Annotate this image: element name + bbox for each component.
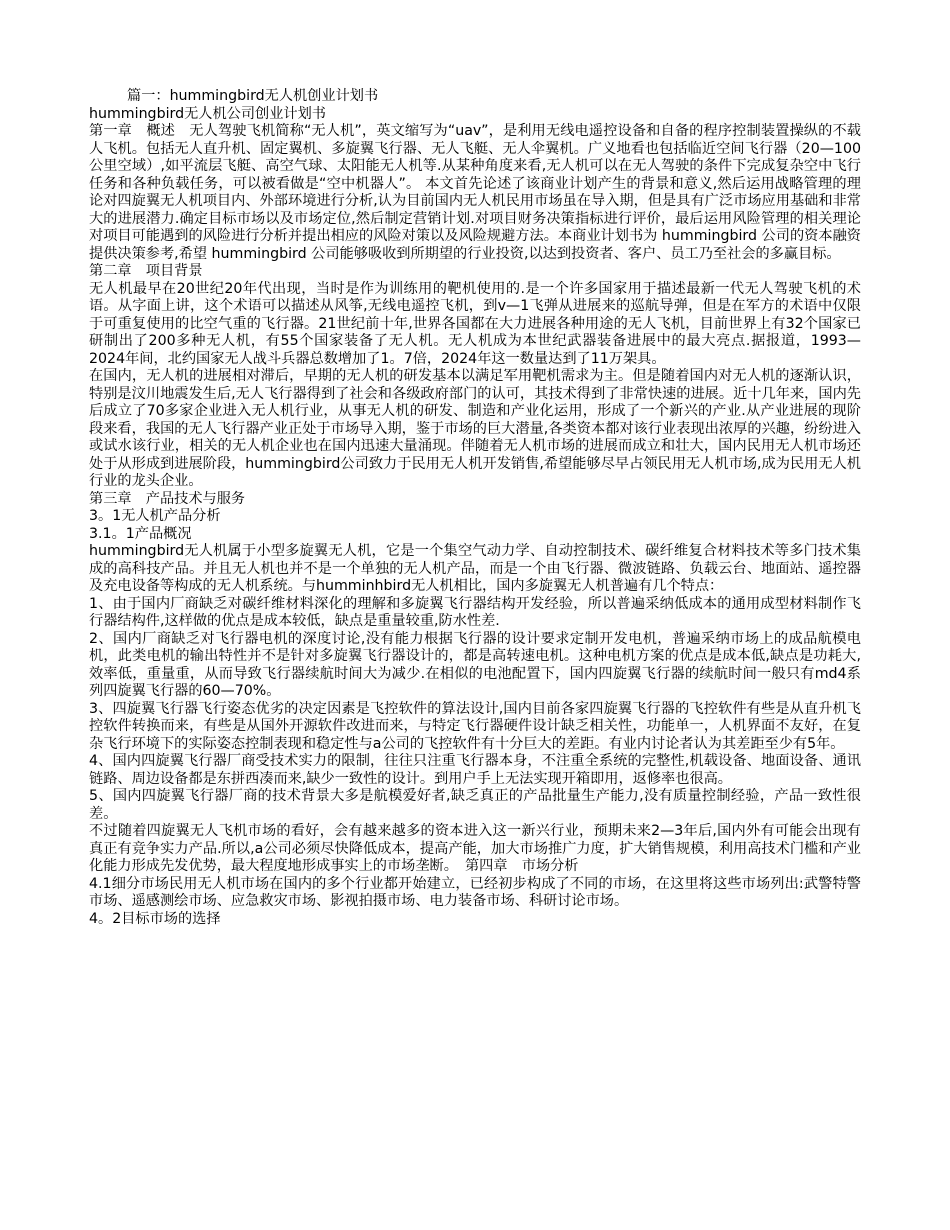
feature-item-3: 3、四旋翼飞行器飞行姿态优劣的决定因素是飞控软件的算法设计,国内目前各家四旋翼飞行器的飞控软件有些是从直升机飞控软件转换而来，有些是从国外开源软件改进而来，与特定飞行器硬件设计缺乏相关性，功能单一，人机界面不友好，在复杂飞行环境下的实际姿态控制表现和稳定性与a公司的飞控软件有十分巨大的差距。有业内讨论者认为其差距至少有5年。	[89, 700, 861, 752]
document-page	[89, 88, 861, 928]
background-paragraph-1: 无人机最早在20世纪20年代出现，当时是作为训练用的靶机使用的.是一个许多国家用于描述最新一代无人驾驶飞机的术语。从字面上讲，这个术语可以描述从风筝,无线电遥控飞机，到v—1飞弹从进展来的巡航导弹，但是在军方的术语中仅限于可重复使用的比空气重的飞行器。21世纪前十年,世界各国都在大力进展各种用途的无人飞机，目前世界上有32个国家已研制出了200多种无人机，有55个国家装备了无人机。无人机成为本世纪武器装备进展中的最大亮点.据报道，1993—2024年间，北约国家无人战斗兵器总数增加了1。7倍，2024年这一数量达到了11万架具。	[89, 280, 861, 367]
feature-item-4: 4、国内四旋翼飞行器厂商受技术实力的限制，往往只注重飞行器本身，不注重全系统的完整性,机载设备、地面设备、通讯链路、周边设备都是东拼西凑而来,缺少一致性的设计。到用户手上无法实现开箱即用，返修率也很高。	[89, 753, 861, 787]
chapter-3-heading: 第三章 产品技术与服务	[89, 490, 246, 507]
section-3-1-1-heading: 3.1。1产品概况	[89, 525, 192, 542]
background-paragraph-2: 在国内，无人机的进展相对滞后，早期的无人机的研发基本以满足军用靶机需求为主。但是随着国内对无人机的逐渐认识，特别是汶川地震发生后,无人飞行器得到了社会和各级政府部门的认可，其技术得到了非常快速的进展。近十几年来，国内先后成立了70多家企业进入无人机行业，从事无人机的研发、制造和产业化运用，形成了一个新兴的产业.从产业进展的现阶段来看，我国的无人飞行器产业正处于市场导入期，鉴于市场的巨大潜量,各类资本都对该行业表现出浓厚的兴趣，纷纷进入或试水该行业，相关的无人机企业也在国内迅速大量涌现。伴随着无人机市场的进展而成立和壮大，国内民用无人机市场还处于从形成到进展阶段，hummingbird公司致力于民用无人机开发销售,希望能够尽早占领民用无人机市场,成为民用无人机行业的龙头企业。	[89, 368, 861, 489]
chapter-2-heading: 第二章 项目背景	[89, 263, 203, 279]
feature-item-1: 1、由于国内厂商缺乏对碳纤维材料深化的理解和多旋翼飞行器结构开发经验，所以普遍采纳低成本的通用成型材料制作飞行器结构件,这样做的优点是成本较低，缺点是重量较重,防水性差.	[89, 595, 861, 629]
product-overview-paragraph: hummingbird无人机属于小型多旋翼无人机，它是一个集空气动力学、自动控制技术、碳纤维复合材料技术等多门技术集成的高科技产品。并且无人机也并不是一个单独的无人机产品，而是一个由飞行器、微波链路、负载云台、地面站、遥控器及充电设备等构成的无人机系统。与humminhbird无人机相比，国内多旋翼无人机普遍有几个特点：	[89, 543, 861, 594]
document-title: 篇一：hummingbird无人机创业计划书	[127, 88, 379, 104]
section-4-1-paragraph: 4.1细分市场民用无人机市场在国内的多个行业都开始建立，已经初步构成了不同的市场，在这里将这些市场列出:武警特警市场、遥感测绘市场、应急救灾市场、影视拍摄市场、电力装备市场、科研讨论市场。	[89, 875, 861, 909]
document-subtitle: hummingbird无人机公司创业计划书	[89, 105, 326, 122]
feature-item-2: 2、国内厂商缺乏对飞行器电机的深度讨论,没有能力根据飞行器的设计要求定制开发电机，普遍采纳市场上的成品航模电机，此类电机的输出特性并不是针对多旋翼飞行器设计的，都是高转速电机。这种电机方案的优点是成本低,缺点是功耗大,效率低，重量重，从而导致飞行器续航时间大为减少.在相似的电池配置下，国内四旋翼飞行器的续航时间一般只有md4系列四旋翼飞行器的60—70%。	[89, 630, 861, 699]
section-4-2-heading: 4。2目标市场的选择	[89, 910, 221, 927]
market-outlook-paragraph: 不过随着四旋翼无人飞机市场的看好，会有越来越多的资本进入这一新兴行业，预期未来2—3年后,国内外有可能会出现有真正有竞争实力产品.所以,a公司必须尽快降低成本，提高产能，加大市场推广力度，扩大销售规模，利用高技术门槛和产业化能力形成先发优势，最大程度地形成事实上的市场垄断。 第四章 市场分析	[89, 823, 861, 874]
section-3-1-heading: 3。1无人机产品分析	[89, 508, 221, 524]
feature-item-5: 5、国内四旋翼飞行器厂商的技术背景大多是航模爱好者,缺乏真正的产品批量生产能力,没有质量控制经验，产品一致性很差。	[89, 788, 861, 822]
chapter-1-overview: 第一章 概述 无人驾驶飞机简称“无人机”，英文缩写为“uav”，是利用无线电遥控设备和自备的程序控制装置操纵的不载人飞机。包括无人直升机、固定翼机、多旋翼飞行器、无人飞艇、无人伞翼机。广义地看也包括临近空间飞行器（20—100公里空域）,如平流层飞艇、高空气球、太阳能无人机等.从某种角度来看,无人机可以在无人驾驶的条件下完成复杂空中飞行任务和各种负载任务，可以被看做是“空中机器人”。 本文首先论述了该商业计划产生的背景和意义,然后运用战略管理的理论对四旋翼无人机项目内、外部环境进行分析,认为目前国内无人机民用市场虽在导入期，但是具有广泛市场应用基础和非常大的进展潜力.确定目标市场以及市场定位,然后制定营销计划.对项目财务决策指标进行评价，最后运用风险管理的相关理论对项目可能遇到的风险进行分析并提出相应的风险对策以及风险规避方法。本商业计划书为 hummingbird 公司的资本融资提供决策参考,希望 hummingbird 公司能够吸收到所期望的行业投资,以达到投资者、客户、员工乃至社会的多赢目标。	[89, 123, 861, 262]
